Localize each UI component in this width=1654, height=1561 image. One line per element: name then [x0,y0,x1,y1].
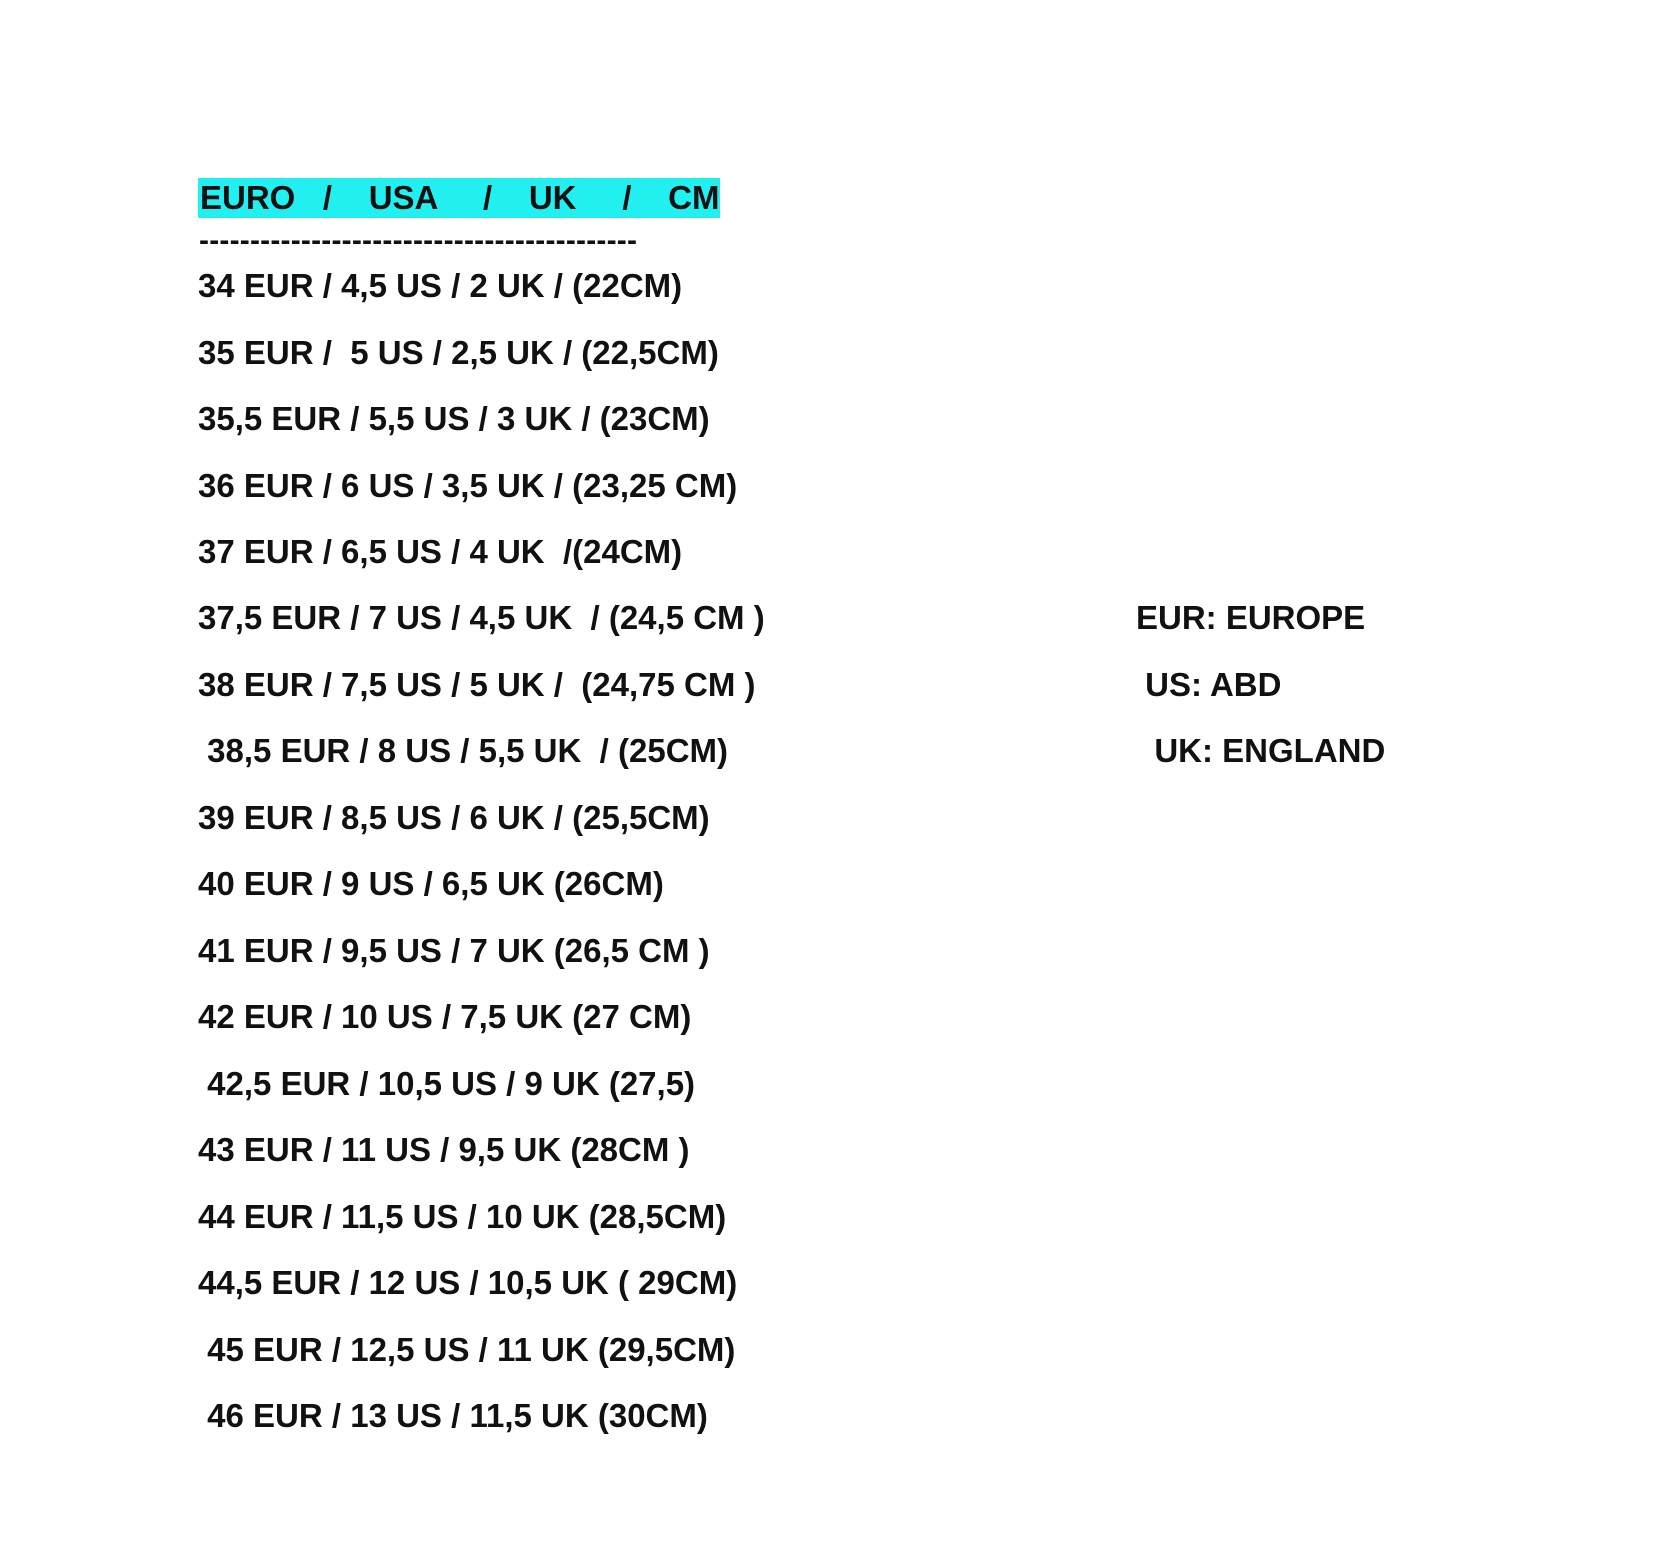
size-row: 39 EUR / 8,5 US / 6 UK / (25,5CM) [198,799,710,836]
size-chart-header: EURO / USA / UK / CM [200,179,720,216]
size-row: 40 EUR / 9 US / 6,5 UK (26CM) [198,865,664,902]
header-divider: ------------------------------------------- [199,224,638,257]
size-row: 36 EUR / 6 US / 3,5 UK / (23,25 CM) [198,467,738,504]
size-row: 44 EUR / 11,5 US / 10 UK (28,5CM) [198,1198,727,1235]
size-row: 34 EUR / 4,5 US / 2 UK / (22CM) [198,267,683,304]
size-row: 44,5 EUR / 12 US / 10,5 UK ( 29CM) [198,1264,738,1301]
size-row: 45 EUR / 12,5 US / 11 UK (29,5CM) [198,1331,736,1368]
legend-eur: EUR: EUROPE [1136,599,1366,636]
size-row: 35 EUR / 5 US / 2,5 UK / (22,5CM) [198,334,719,371]
size-row: 46 EUR / 13 US / 11,5 UK (30CM) [198,1397,708,1434]
size-row: 43 EUR / 11 US / 9,5 UK (28CM ) [198,1131,690,1168]
size-row: 35,5 EUR / 5,5 US / 3 UK / (23CM) [198,400,710,437]
size-row: 37,5 EUR / 7 US / 4,5 UK / (24,5 CM ) [198,599,765,636]
legend-us: US: ABD [1136,666,1282,703]
size-row: 42 EUR / 10 US / 7,5 UK (27 CM) [198,998,692,1035]
size-row: 41 EUR / 9,5 US / 7 UK (26,5 CM ) [198,932,710,969]
legend-uk: UK: ENGLAND [1136,732,1386,769]
size-row: 38,5 EUR / 8 US / 5,5 UK / (25CM) [198,732,728,769]
size-row: 42,5 EUR / 10,5 US / 9 UK (27,5) [198,1065,696,1102]
size-row: 37 EUR / 6,5 US / 4 UK /(24CM) [198,533,683,570]
size-row: 38 EUR / 7,5 US / 5 UK / (24,75 CM ) [198,666,756,703]
